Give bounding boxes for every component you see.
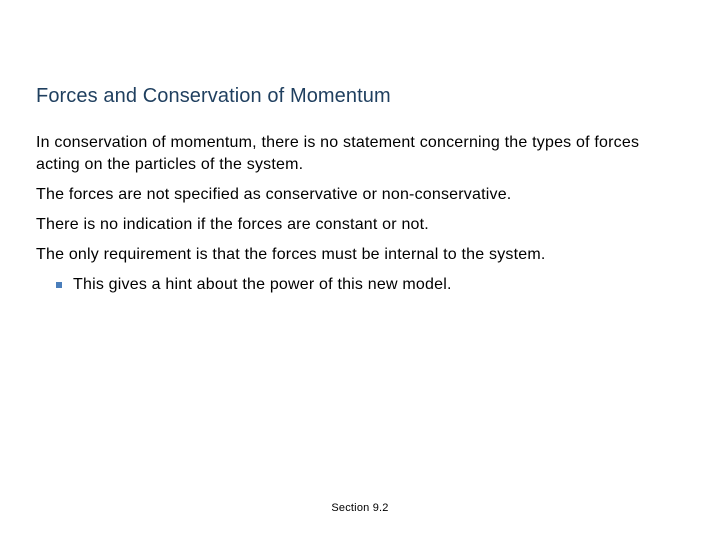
slide-body [36,132,676,296]
paragraph-forces-type: The forces are not specified as conservative or non-conservative. [36,186,512,203]
square-bullet-icon [56,274,73,296]
paragraph-forces-constant: There is no indication if the forces are constant or not. [36,216,429,233]
footer-section-label: Section 9.2 [331,502,389,514]
paragraph-internal-requirement: The only requirement is that the forces must be internal to the system. [36,246,546,263]
paragraph-momentum-statement: In conservation of momentum, there is no statement concerning the types of forces acting on the particles of the system. [36,134,640,173]
sub-bullet-item [36,274,676,296]
sub-bullet-text: This gives a hint about the power of this new model. [73,276,452,293]
slide-title: Forces and Conservation of Momentum [36,85,391,107]
